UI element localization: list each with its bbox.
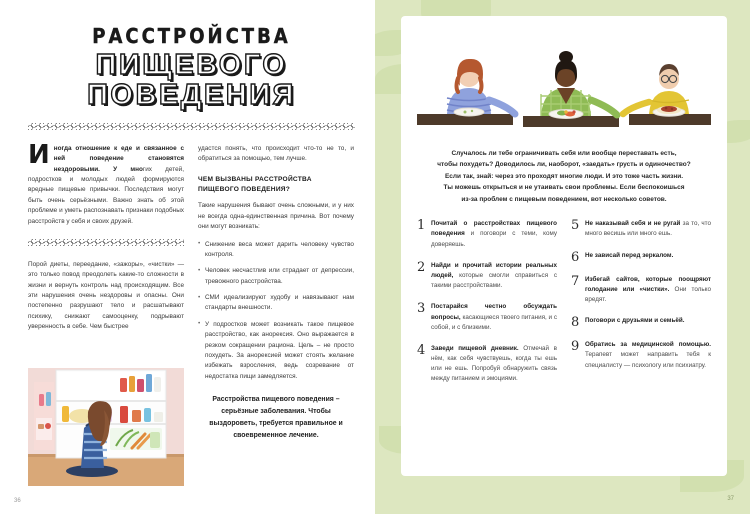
advice-number: 6 — [571, 249, 580, 265]
advice-bold: Не наказывай себя и не ругай — [585, 220, 681, 228]
advice-item — [571, 275, 711, 306]
column2-continuation: удастся понять, что происходит что-то не то, и обратиться за помощью, тем лучше. — [198, 144, 354, 163]
advice-bold: Избегай сайтов, которые поощряют голодание или «чистки». — [585, 275, 711, 293]
advice-bold: Не зависай перед зеркалом. — [585, 251, 674, 259]
advice-item — [417, 261, 557, 292]
fridge-illustration — [28, 368, 184, 486]
advice-bold: Обратись за медицинской помощью. — [585, 341, 711, 349]
wavy-divider-2 — [28, 239, 184, 246]
closing-statement: Расстройства пищевого поведения – серьёзные заболевания. Чтобы выздороветь, требуется правильное и своевременное лечение. — [209, 396, 343, 439]
advice-rest: которые смогли справиться с такими расстройствами. — [431, 271, 557, 290]
advice-number: 2 — [417, 259, 426, 275]
advice-number: 7 — [571, 273, 580, 289]
advice-item — [571, 219, 711, 239]
page-title — [28, 26, 355, 111]
section-intro: Такие нарушения бывают очень сложными, и у них не всегда одна-единственная причина. Вот почему они могут возникать: — [198, 202, 354, 231]
advice-body — [585, 251, 673, 264]
content-card — [401, 16, 727, 476]
advice-column-right — [571, 219, 711, 395]
cause-item: • Человек несчастлив или страдает от депрессии, тревожного расстройства. — [198, 266, 354, 287]
advice-number: 3 — [417, 301, 426, 317]
advice-bold: Найди и прочитай истории реальных людей, — [431, 261, 557, 279]
left-column-1 — [28, 139, 184, 442]
section-heading: ЧЕМ ВЫЗВАНЫ РАССТРОЙСТВА ПИЩЕВОГО ПОВЕДЕНИЯ? — [198, 175, 312, 193]
advice-number: 8 — [571, 315, 580, 331]
advice-bold: Почитай о расстройствах пищевого поведения — [431, 220, 557, 238]
advice-rest: и поговори с теми, кому доверяешь. — [431, 230, 557, 248]
advice-item — [571, 340, 711, 371]
people-eating-illustration — [417, 26, 711, 138]
lead-paragraph — [28, 139, 184, 227]
cause-item: • СМИ идеализируют худобу и навязывают нам стандарты внешности. — [198, 293, 354, 314]
title-line-2: ПИЩЕВОГО ПОВЕДЕНИЯ — [87, 49, 296, 112]
intro-line: чтобы похудеть? Доводилось ли, наоборот, «заедать» грусть и одиночество? — [437, 161, 691, 169]
advice-bold: Заведи пищевой дневник. — [431, 344, 519, 352]
title-line-1: РАССТРОЙСТВА — [92, 24, 291, 48]
intro-text — [417, 148, 711, 205]
lead-bold-text: ногда отношение к еде и связанное с ней поведение становятся нездоровыми. У мно — [53, 144, 184, 173]
intro-line: из-за проблем с пищевым поведением, вот несколько советов. — [461, 195, 667, 203]
causes-list — [198, 240, 354, 383]
advice-bold: Поговори с друзьями и семьёй. — [585, 317, 685, 325]
advice-rest: Они только вредят. — [585, 285, 711, 303]
cause-item: • У подростков может возникать такое пищевое расстройство, как анорексия. Оно выражается в резком сокращении рациона. Цель – не просто похудеть. За анорексией может стоять желание избежать взросления, ведь созревание от недостатка пищи замедляется. — [198, 320, 354, 382]
lead-rest-text: гих детей, подростков и молодых людей формируются вредные пищевые привычки. Последствия могут быть очень серьёзными. Важно знать об этой проблеме и уметь распознавать признаки подобных расстройств у себя и своих друзей. — [28, 165, 184, 225]
advice-rest: касающиеся твоего питания, и с собой, и с близкими. — [431, 313, 557, 331]
advice-number: 5 — [571, 218, 580, 234]
page-number-right: 37 — [727, 496, 734, 502]
person-red-haired-woman — [447, 59, 515, 116]
advice-body — [431, 261, 557, 292]
intro-line: Случалось ли тебе ограничивать себя или вообще переставать есть, — [451, 150, 677, 157]
person-black-woman — [541, 51, 617, 119]
advice-columns — [417, 219, 711, 395]
advice-item — [571, 251, 711, 264]
people-eating-svg — [417, 26, 711, 138]
advice-bold: Постарайся честно обсуждать вопросы, — [431, 303, 557, 321]
intro-line: Если так, знай: через это проходят многие люди. И это тоже часть жизни. — [444, 172, 684, 180]
advice-body — [431, 219, 557, 250]
advice-body — [585, 340, 711, 371]
advice-item — [417, 302, 557, 333]
advice-column-left — [417, 219, 557, 395]
advice-body — [585, 219, 711, 239]
advice-number: 9 — [571, 339, 580, 355]
advice-rest: Терапевт может направить тебя к специалисту — психологу или психиатру. — [585, 351, 711, 369]
fridge-illustration-svg — [28, 368, 184, 486]
wavy-divider — [28, 123, 355, 130]
cause-item: • Снижение веса может дарить человеку чувство контроля. — [198, 240, 354, 261]
left-column-2 — [198, 144, 354, 442]
person-boy-with-glasses — [623, 64, 689, 116]
advice-item — [417, 344, 557, 385]
advice-number: 4 — [417, 342, 426, 358]
advice-rest: за то, что много весишь или много ешь. — [585, 220, 711, 238]
advice-body — [431, 302, 557, 333]
advice-item — [417, 219, 557, 250]
advice-item — [571, 316, 711, 329]
second-paragraph: Порой диеты, переедание, «зажоры», «чистки» — это только повод преодолеть какие-то сложности в жизни и вернуть контроль над происходящим. Все эти нарушения очень нездоровы и опасны. Они постепенно разрушают тело и расшатывают психику, снижают самооценку, подрывают уверенность в себе. Чем быстрее — [28, 260, 184, 331]
intro-line: Ты можешь открыться и не утаивать свои проблемы. Если беспокоишься — [443, 184, 685, 192]
advice-number: 1 — [417, 218, 426, 234]
right-page — [375, 0, 750, 514]
left-page-columns — [28, 139, 355, 442]
advice-rest: Отмечай в нём, как себя чувствуешь, когда ты ешь или не ешь. Попробуй обнаружить связь между питанием и эмоциями. — [431, 344, 557, 383]
page-number-left: 36 — [14, 498, 21, 504]
advice-body — [585, 275, 711, 306]
advice-body — [585, 316, 684, 329]
drop-cap: И — [28, 139, 50, 170]
advice-body — [431, 344, 557, 385]
